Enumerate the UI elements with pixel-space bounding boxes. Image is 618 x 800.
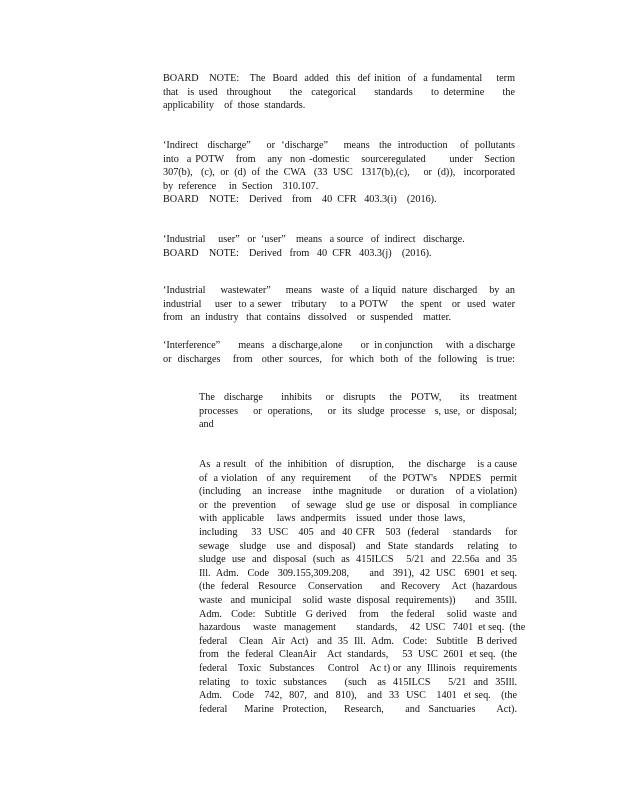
text-line: BOARD NOTE: The Board added this def inition of a fundamental term [163, 73, 515, 84]
text-line: and [199, 419, 214, 431]
text-line: from an industry that contains dissolved or suspended matter. [163, 312, 452, 324]
text-line: into a POTW from any non -domestic sourceregulated under Section [163, 153, 515, 165]
text-line: (including an increase inthe magnitude or duration of a violation) [199, 486, 517, 498]
text-line: 307(b), (c), or (d) of the CWA (33 USC 1317(b),(c), or (d)), incorporated [163, 167, 515, 179]
text-line: The discharge inhibits or disrupts the POTW, its treatment [199, 392, 517, 403]
text-line: industrial user to a sewer tributary to a POTW the spent or used water [163, 298, 515, 310]
text-line: federal Clean Air Act) and 35 Ill. Adm. Code: Subtitle B derived [199, 635, 517, 647]
text-line: relating to toxic substances (such as 415ILCS 5/21 and 35Ill. [199, 676, 517, 688]
text-line: federal Toxic Substances Control Ac t) or any Illinois requirements [199, 662, 517, 674]
text-line: BOARD NOTE: Derived from 40 CFR 403.3(j) (2016). [163, 247, 432, 259]
board-note-definition [163, 72, 515, 113]
interference-definition [163, 339, 515, 366]
text-line: or the prevention of sewage slud ge use or disposal in compliance [199, 499, 517, 511]
text-line: with applicable laws andpermits issued under those laws, [199, 513, 466, 525]
interference-item-inhibits [199, 391, 517, 432]
text-line: or discharges from other sources, for which both of the following is true: [163, 353, 515, 365]
text-line: Adm. Code 742, 807, and 810), and 33 USC 1401 et seq. (the [199, 690, 517, 702]
text-line: ‘Interference” means a discharge,alone or in conjunction with a discharge [163, 340, 515, 351]
text-line: processes or operations, or its sludge processe s, use, or disposal; [199, 405, 517, 417]
text-line: waste and municipal solid waste disposal requirements)) and 35Ill. [199, 594, 517, 606]
text-line: ‘Industrial user” or ‘user” means a source of indirect discharge. [163, 234, 465, 245]
text-line: that is used throughout the categorical standards to determine the [163, 86, 515, 98]
text-line: hazardous waste management standards, 42 USC 7401 et seq. (the [199, 622, 526, 634]
text-line: Adm. Code: Subtitle G derived from the federal solid waste and [199, 608, 517, 620]
text-line: federal Marine Protection, Research, and Sanctuaries Act). [199, 703, 517, 715]
text-line: (the federal Resource Conservation and Recovery Act (hazardous [199, 581, 517, 593]
text-line: by reference in Section 310.107. [163, 180, 319, 192]
text-line: sewage sludge use and disposal) and State standards relating to [199, 540, 517, 552]
text-line: ‘Indirect discharge” or ‘discharge” means the introduction of pollutants [163, 140, 515, 151]
text-line: sludge use and disposal (such as 415ILCS 5/21 and 22.56a and 35 [199, 554, 517, 566]
text-line: including 33 USC 405 and 40 CFR 503 (federal standards for [199, 526, 517, 538]
text-line: applicability of those standards. [163, 100, 306, 112]
text-line: Ill. Adm. Code 309.155,309.208, and 391), 42 USC 6901 et seq. [199, 567, 517, 579]
industrial-wastewater-definition [163, 284, 515, 325]
interference-item-violation [199, 458, 526, 716]
indirect-discharge-definition [163, 139, 515, 207]
text-line: As a result of the inhibition of disruption, the discharge is a cause [199, 459, 517, 470]
text-line: BOARD NOTE: Derived from 40 CFR 403.3(i) (2016). [163, 194, 437, 206]
text-line: from the federal CleanAir Act standards, 53 USC 2601 et seq. (the [199, 649, 517, 661]
industrial-user-definition [163, 233, 515, 260]
text-line: of a violation of any requirement of the POTW's NPDES permit [199, 472, 517, 484]
text-line: ‘Industrial wastewater” means waste of a liquid nature discharged by an [163, 285, 515, 296]
